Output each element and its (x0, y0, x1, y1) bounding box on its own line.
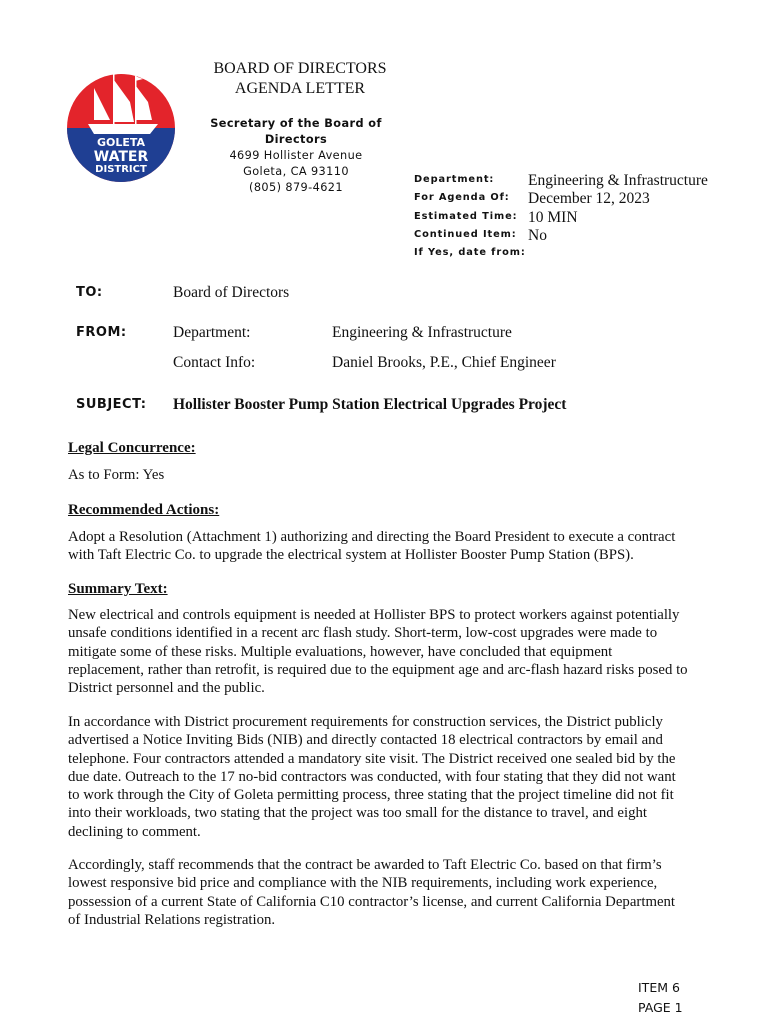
summary-text-heading: Summary Text: (68, 581, 168, 597)
paragraph-line: lowest responsive bid price and compliance with the NIB requirements, including work experience, (68, 875, 658, 892)
to-label: TO: (76, 285, 103, 300)
paragraph-line: unsafe conditions identified in a recent arc flash study. Short-term, low-cost upgrades were made to (68, 625, 658, 642)
page-footer (638, 978, 683, 1018)
paragraph-line: of Industrial Relations registration. (68, 911, 276, 928)
org-line-1: Secretary of the Board of (210, 117, 382, 130)
from-department-label: Department: (173, 324, 251, 341)
estimated-time-label: Estimated Time: (414, 210, 518, 222)
paragraph-line: mitigate some of these risks. Multiple evaluations, however, have concluded that equipment (68, 643, 613, 660)
paragraph-line: New electrical and controls equipment is needed at Hollister BPS to protect workers against potentially (68, 607, 680, 623)
page-number: PAGE 1 (638, 1000, 683, 1015)
meta-labels (414, 171, 526, 262)
subject-value: Hollister Booster Pump Station Electrical Upgrades Project (173, 396, 567, 413)
recommended-line: Adopt a Resolution (Attachment 1) authorizing and directing the Board President to execute a contract (68, 529, 676, 545)
paragraph-line: into their workloads, two stating that the project was too small for the distance to travel, and eight (68, 805, 647, 822)
summary-paragraph-1 (68, 606, 708, 697)
to-value: Board of Directors (173, 284, 290, 301)
recommended-actions-heading: Recommended Actions: (68, 502, 220, 518)
continued-item-value: No (528, 226, 547, 244)
from-label: FROM: (76, 325, 127, 340)
item-number: ITEM 6 (638, 980, 680, 995)
summary-paragraph-3 (68, 856, 708, 929)
agenda-title (190, 59, 410, 99)
org-line-2: Directors (264, 133, 328, 146)
summary-paragraph-2 (68, 713, 708, 841)
agenda-of-label: For Agenda Of: (414, 192, 510, 204)
recommended-actions-text (68, 528, 708, 565)
title-line-2: AGENDA LETTER (234, 80, 366, 97)
org-address-block (198, 116, 394, 196)
logo-text-district: DISTRICT (95, 164, 147, 175)
paragraph-line: District personnel and the public. (68, 680, 265, 697)
continued-item-label: Continued Item: (414, 228, 517, 240)
meta-values (528, 172, 708, 245)
legal-concurrence-heading: Legal Concurrence: (68, 440, 196, 456)
paragraph-line: replacement, rather than retrofit, is required due to the equipment age and arc-flash hazard risks posed to (68, 661, 688, 678)
logo-text-water: WATER (93, 149, 149, 165)
agenda-of-value: December 12, 2023 (528, 190, 650, 208)
if-yes-label: If Yes, date from: (414, 247, 526, 259)
contact-info-label: Contact Info: (173, 354, 256, 371)
legal-concurrence-text: As to Form: Yes (68, 467, 165, 483)
address-line-2: Goleta, CA 93110 (243, 165, 349, 178)
subject-label: SUBJECT: (76, 397, 147, 412)
paragraph-line: In accordance with District procurement requirements for construction services, the District publicly (68, 714, 663, 730)
phone-number: (805) 879-4621 (249, 181, 343, 194)
goleta-water-district-logo (64, 62, 178, 184)
paragraph-line: telephone. Four contractors attended a mandatory site visit. The District received one sealed bid by the (68, 750, 676, 767)
paragraph-line: Accordingly, staff recommends that the contract be awarded to Taft Electric Co. based on that firm’s (68, 857, 662, 873)
paragraph-line: to work through the City of Goleta permitting process, three stating that the project timeline did not fit (68, 787, 674, 804)
contact-info-value: Daniel Brooks, P.E., Chief Engineer (332, 354, 556, 371)
address-line-1: 4699 Hollister Avenue (229, 149, 363, 162)
paragraph-line: due date. Outreach to the 17 no-bid contractors was conducted, with four stating that they did not want (68, 768, 676, 785)
logo-text-goleta: GOLETA (96, 136, 146, 149)
paragraph-line: possession of a current State of California C10 contractor’s license, and current California Department (68, 893, 676, 910)
title-line-1: BOARD OF DIRECTORS (213, 60, 387, 77)
recommended-line: with Taft Electric Co. to upgrade the electrical system at Hollister Booster Pump Station (BPS). (68, 547, 634, 564)
department-value: Engineering & Infrastructure (528, 172, 708, 189)
paragraph-line: declining to comment. (68, 823, 201, 840)
department-label: Department: (414, 174, 495, 185)
estimated-time-value: 10 MIN (528, 208, 578, 226)
paragraph-line: advertised a Notice Inviting Bids (NIB) and directly contacted 18 electrical contractors by email and (68, 732, 663, 749)
from-department-value: Engineering & Infrastructure (332, 324, 512, 341)
